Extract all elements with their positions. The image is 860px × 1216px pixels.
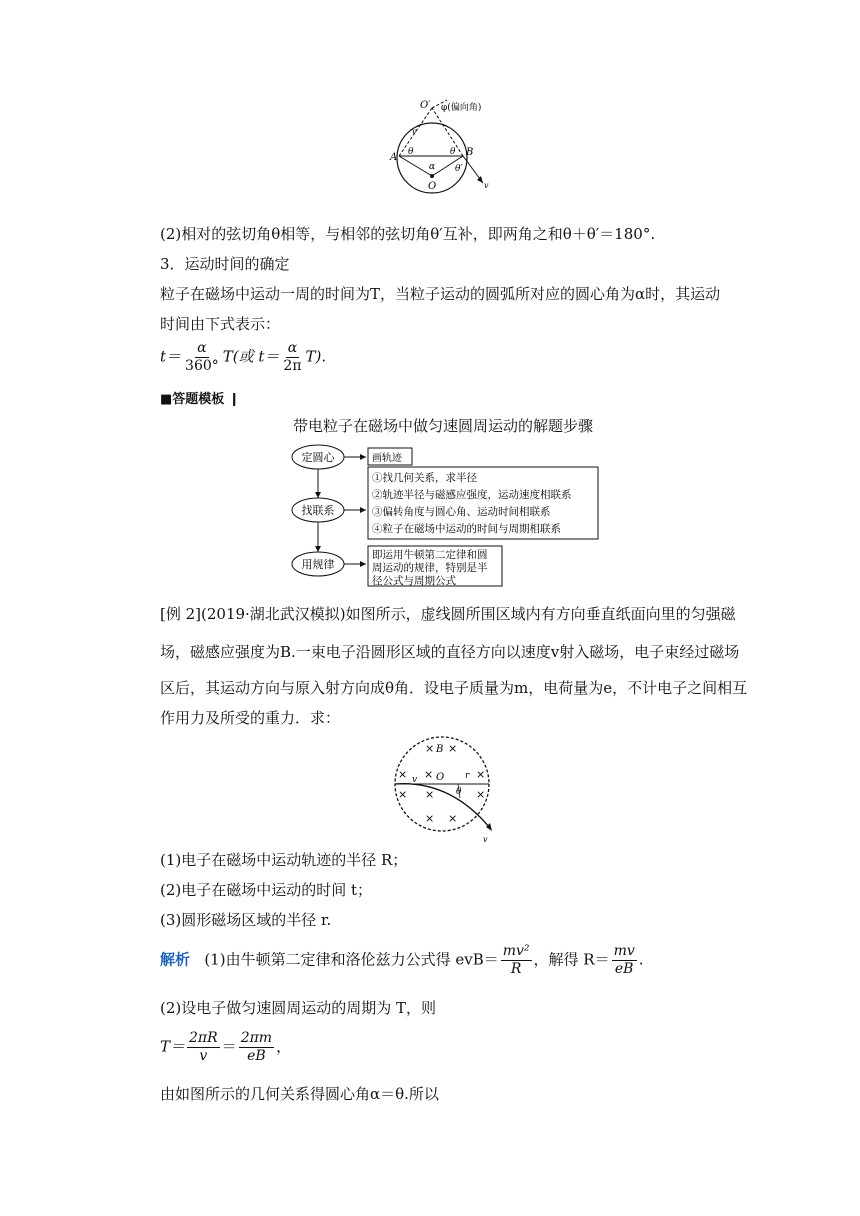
fig1-label-v-2: v	[484, 181, 489, 190]
flow-box-2-line-1: ①找几何关系，求半径	[372, 472, 477, 484]
flow-box-1: 画轨迹	[372, 453, 402, 464]
deflection-angle-figure	[385, 98, 525, 198]
question-2: (2)电子在磁场中运动的时间 t；	[160, 881, 373, 899]
magnetic-field-figure	[390, 732, 510, 846]
fraction: $\frac{2\pi m}{eB}$	[240, 1030, 273, 1064]
solution-label: 解析	[160, 950, 191, 969]
fig1-label-o-prime: O′	[420, 100, 431, 111]
flow-box-2-line-3: ③偏转角度与圆心角、运动时间相联系	[372, 506, 551, 518]
fraction: $\frac{2\pi R}{v}$	[189, 1030, 218, 1064]
fig2-label-theta: θ	[456, 787, 462, 797]
flow-box-3-line-1: 即运用牛顿第二定律和圆	[372, 549, 488, 561]
fig1-label-theta-3: θ′	[455, 164, 463, 174]
flowchart	[288, 440, 608, 590]
field-cross: ×	[425, 742, 435, 755]
period-formula: T＝ $\frac{2\pi R}{v}$ ＝ $\frac{2\pi m}{eB}$ ，	[160, 1030, 292, 1064]
flow-step-2: 找联系	[301, 504, 335, 517]
fig2-label-v-2: v	[483, 835, 488, 844]
fraction: $\frac{\alpha}{360^\circ}$	[185, 340, 219, 374]
fig2-label-b: B	[436, 744, 444, 755]
field-cross: ×	[448, 742, 458, 755]
fig1-label-theta-2: θ	[450, 147, 456, 157]
fraction: $\frac{\text{mv²}}{R}$	[502, 943, 530, 977]
fig1-label-theta-1: θ	[408, 147, 414, 157]
field-cross: ×	[425, 812, 435, 825]
field-cross: ×	[398, 768, 408, 781]
time-formula: t＝ $\frac{\alpha}{360^\circ}$ T(或 t＝ $\frac{\alpha}{2\pi}$ T).	[160, 340, 327, 374]
flowchart-title: 带电粒子在磁场中做匀速圆周运动的解题步骤	[293, 417, 594, 435]
example-line-3: 区后，其运动方向与原入射方向成θ角．设电子质量为m，电荷量为e，不计电子之间相互	[160, 679, 748, 697]
fig1-label-o: O	[428, 181, 437, 192]
fig1-label-a: A	[390, 152, 398, 163]
section-3-paragraph-line-1: 粒子在磁场中运动一周的时间为T，当粒子运动的圆弧所对应的圆心角为α时，其运动	[160, 285, 721, 303]
field-cross: ×	[476, 788, 486, 801]
paragraph-complement-angles: (2)相对的弦切角θ相等，与相邻的弦切角θ′互补，即两角之和θ＋θ′＝180°.	[160, 225, 656, 243]
question-1: (1)电子在磁场中运动轨迹的半径 R；	[160, 851, 408, 869]
flow-box-3-line-2: 周运动的规律，特别是半	[372, 562, 488, 574]
field-cross: ×	[424, 768, 434, 781]
solution-part-1: 解析 (1)由牛顿第二定律和洛伦兹力公式得 evB＝ $\frac{\text{mv²}}{R}$ ，解得 R＝ $\frac{mv}{eB}$ .	[160, 943, 644, 977]
fig2-label-o: O	[436, 772, 445, 783]
question-3: (3)圆形磁场区域的半径 r.	[160, 911, 332, 929]
section-3-title: 3．运动时间的确定	[160, 255, 290, 273]
fraction: $\frac{mv}{eB}$	[613, 943, 635, 977]
flow-step-3: 用规律	[301, 558, 335, 571]
field-cross: ×	[425, 788, 435, 801]
fig1-label-alpha: α	[429, 162, 436, 172]
fig2-label-v-1: v	[412, 775, 418, 785]
flow-box-3-line-3: 径公式与周期公式	[372, 575, 456, 587]
field-cross: ×	[448, 812, 458, 825]
flow-box-2-line-4: ④粒子在磁场中运动的时间与周期相联系	[372, 523, 561, 535]
solution-part-2: (2)设电子做匀速圆周运动的周期为 T，则	[160, 999, 437, 1017]
section-3-paragraph-line-2: 时间由下式表示：	[160, 315, 281, 333]
fig2-label-r: r	[465, 771, 470, 781]
field-cross: ×	[476, 768, 486, 781]
fig1-label-phi: φ(偏向角)	[441, 103, 482, 113]
example-line-2: 场，磁感应强度为B.一束电子沿圆形区域的直径方向以速度v射入磁场，电子束经过磁场	[160, 643, 740, 661]
field-cross: ×	[398, 788, 408, 801]
solution-part-3: 由如图所示的几何关系得圆心角α＝θ.所以	[160, 1085, 439, 1103]
fig1-label-b: B	[466, 147, 474, 158]
answer-template-label: ■答题模板 ❙	[160, 392, 240, 407]
flow-step-1: 定圆心	[301, 451, 335, 464]
example-line-4: 作用力及所受的重力．求：	[160, 709, 341, 727]
example-line-1: [例 2](2019·湖北武汉模拟)如图所示，虚线圆所围区域内有方向垂直纸面向里的匀强磁	[160, 605, 736, 623]
fraction: $\frac{\alpha}{2\pi}$	[283, 340, 302, 374]
fig1-label-v-1: v	[412, 127, 417, 136]
flow-box-2-line-2: ②轨迹半径与磁感应强度，运动速度相联系	[372, 489, 572, 501]
